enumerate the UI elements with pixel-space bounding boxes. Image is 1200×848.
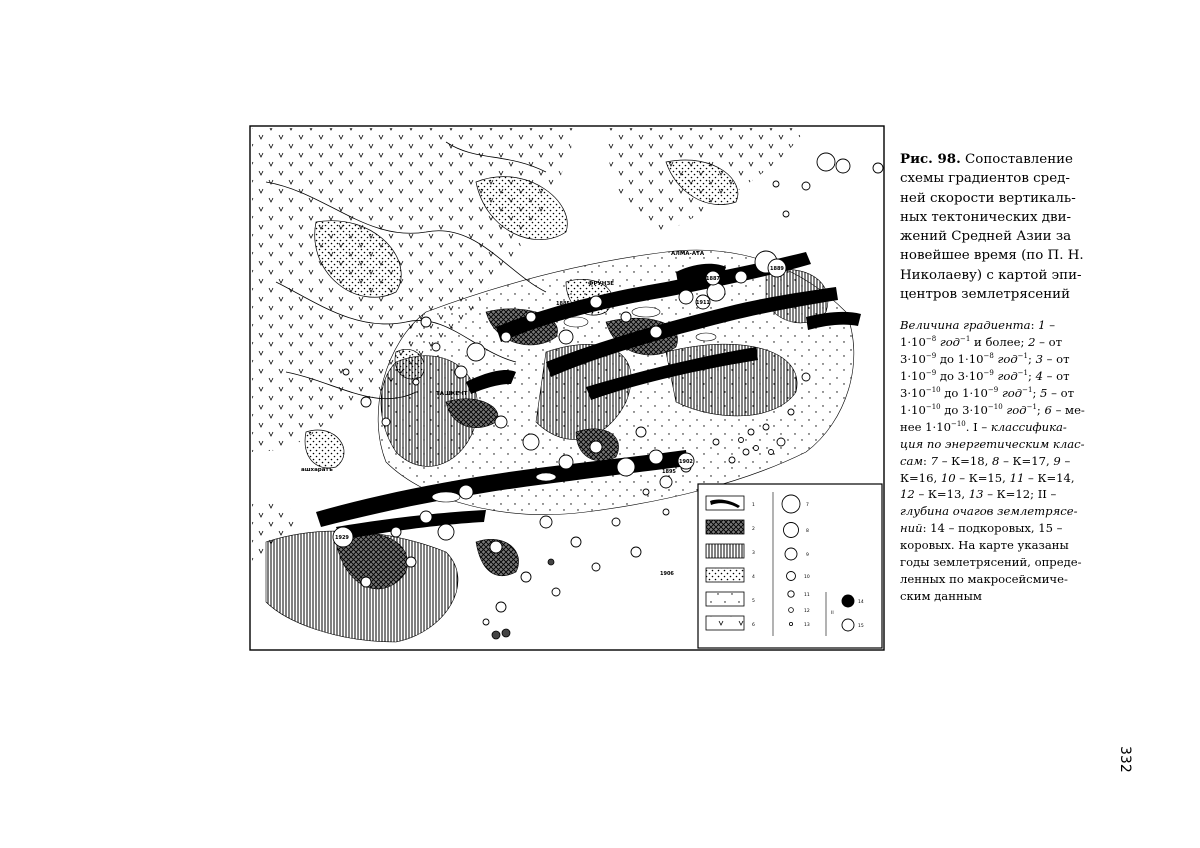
caption-span: – ме-нее 1·10	[900, 402, 1085, 434]
caption-superscript: −1	[1026, 402, 1037, 411]
caption-span: – К=14,	[1024, 470, 1075, 485]
caption-span: 2	[1028, 335, 1036, 350]
caption-superscript: −10	[950, 419, 966, 428]
legend-label-1: 1	[752, 503, 755, 508]
caption-span: – К=13,	[914, 487, 969, 502]
caption-span: до 3·10	[940, 402, 988, 417]
caption-figure-label: Рис. 98.	[900, 151, 961, 167]
page-number-text: 332	[1117, 746, 1133, 773]
legend-label-4: 4	[752, 575, 755, 580]
legend-label-3: 3	[752, 551, 755, 556]
caption-superscript: −1	[1017, 352, 1028, 361]
caption-superscript: −8	[925, 335, 937, 344]
label-year-1887: 1887	[706, 276, 720, 282]
label-frunze: ФРУНЗЕ	[588, 281, 614, 287]
caption-span: Величина градиента	[900, 318, 1031, 333]
caption-span: –	[1045, 318, 1056, 333]
caption-title-text: Сопоставление схемы градиентов сред-ней скорости вертикаль-ных тектонических дви-жений Средней Азии за новейшее время (по П. Н. Николаеву) с картой эпи-центров землетрясений	[900, 152, 1084, 303]
legend-label-13: 13	[804, 623, 810, 628]
caption-span: классифика-ция по энергетическим клас-сам	[900, 419, 1085, 468]
figure-caption	[900, 150, 1090, 605]
caption-span: 5	[1040, 386, 1048, 400]
caption-span: 7	[930, 453, 939, 468]
caption-span: – К=12; II –	[983, 487, 1057, 502]
caption-span: год	[1006, 402, 1027, 417]
caption-span: год	[997, 369, 1018, 384]
caption-span: . I –	[965, 419, 991, 434]
label-year-1906: 1906	[660, 571, 674, 577]
label-year-1911: 1911	[696, 300, 710, 306]
caption-superscript: −9	[925, 369, 937, 378]
legend-label-5: 5	[752, 599, 755, 604]
map-legend	[698, 484, 882, 648]
caption-span: 6	[1044, 402, 1052, 417]
caption-span: 9	[1053, 453, 1061, 468]
caption-span: 1·10	[900, 335, 926, 350]
caption-span: 12	[900, 487, 915, 502]
caption-span: :	[1030, 318, 1039, 333]
caption-span: ;	[1032, 386, 1041, 400]
label-year-1885: 1885	[556, 301, 570, 307]
caption-span: – от 3·10	[900, 369, 1070, 400]
legend-label-7: 7	[806, 503, 809, 508]
caption-superscript: −10	[987, 402, 1003, 411]
legend-label-8: 8	[806, 529, 809, 534]
caption-span: 10	[940, 470, 956, 485]
label-ashgabat-area: ашхаратъ	[301, 467, 333, 473]
caption-span: до 1·10	[940, 386, 988, 400]
label-year-1895: 1895	[662, 469, 676, 475]
caption-span: ;	[1028, 369, 1036, 384]
legend-label-depth-group: II	[831, 611, 834, 616]
caption-superscript: −9	[987, 386, 999, 394]
caption-span: год	[997, 352, 1018, 367]
caption-span: 13	[968, 487, 984, 502]
legend-label-11: 11	[804, 593, 810, 598]
label-alma-ata: АЛМА-АТА	[671, 251, 705, 257]
caption-span: – К=18,	[938, 453, 992, 468]
caption-span: – К=17,	[999, 453, 1054, 468]
caption-superscript: −10	[925, 402, 941, 411]
caption-superscript: −9	[925, 352, 937, 361]
caption-span: 8	[992, 453, 1000, 468]
caption-span: год	[939, 335, 961, 350]
legend-label-15: 15	[858, 624, 864, 629]
caption-span: до 3·10	[936, 369, 984, 384]
caption-superscript: −1	[1017, 369, 1028, 378]
legend-label-10: 10	[804, 575, 810, 580]
caption-superscript: −1	[960, 335, 971, 344]
caption-span: – от 3·10	[900, 335, 1063, 367]
label-year-1889: 1889	[770, 266, 784, 272]
legend-label-6: 6	[752, 623, 755, 628]
caption-span: – К=16,	[900, 453, 1071, 485]
caption-span: 1	[1038, 318, 1046, 333]
caption-span: – от 1·10	[900, 352, 1070, 384]
caption-span: до 1·10	[936, 352, 984, 367]
legend-label-2: 2	[752, 527, 755, 532]
label-year-1902: 1902	[679, 459, 693, 465]
caption-title	[900, 150, 1090, 304]
caption-span: :	[923, 453, 931, 468]
caption-span: : 14 – подкоровых, 15 – коровых. На карте указаны годы землетрясений, опреде-ленных по макросейсмиче-ским данным	[900, 521, 1082, 603]
caption-superscript: −10	[925, 386, 941, 394]
caption-superscript: −8	[983, 352, 994, 361]
caption-span: и более;	[970, 335, 1029, 350]
caption-span: 3	[1035, 352, 1043, 367]
legend-label-14: 14	[858, 600, 864, 605]
caption-span: – К=15,	[955, 470, 1010, 485]
caption-span: глубина очагов землетрясе-ний	[900, 504, 1078, 536]
label-year-1929: 1929	[335, 535, 349, 541]
caption-span: год	[1001, 386, 1023, 400]
caption-body	[900, 317, 1090, 604]
page-number	[1117, 720, 1153, 773]
caption-span: ;	[1028, 352, 1036, 367]
caption-superscript: −1	[1022, 386, 1033, 394]
legend-label-12: 12	[804, 609, 810, 614]
caption-span: – от 1·10	[900, 386, 1074, 417]
caption-span: 4	[1035, 369, 1043, 384]
legend-label-9: 9	[806, 553, 809, 558]
label-tashkent: ТАШКЕНТ	[436, 391, 468, 397]
caption-span: ;	[1036, 402, 1045, 417]
caption-span: 11	[1009, 470, 1025, 485]
seismic-gradient-map-figure	[246, 122, 888, 656]
caption-superscript: −9	[983, 369, 994, 378]
